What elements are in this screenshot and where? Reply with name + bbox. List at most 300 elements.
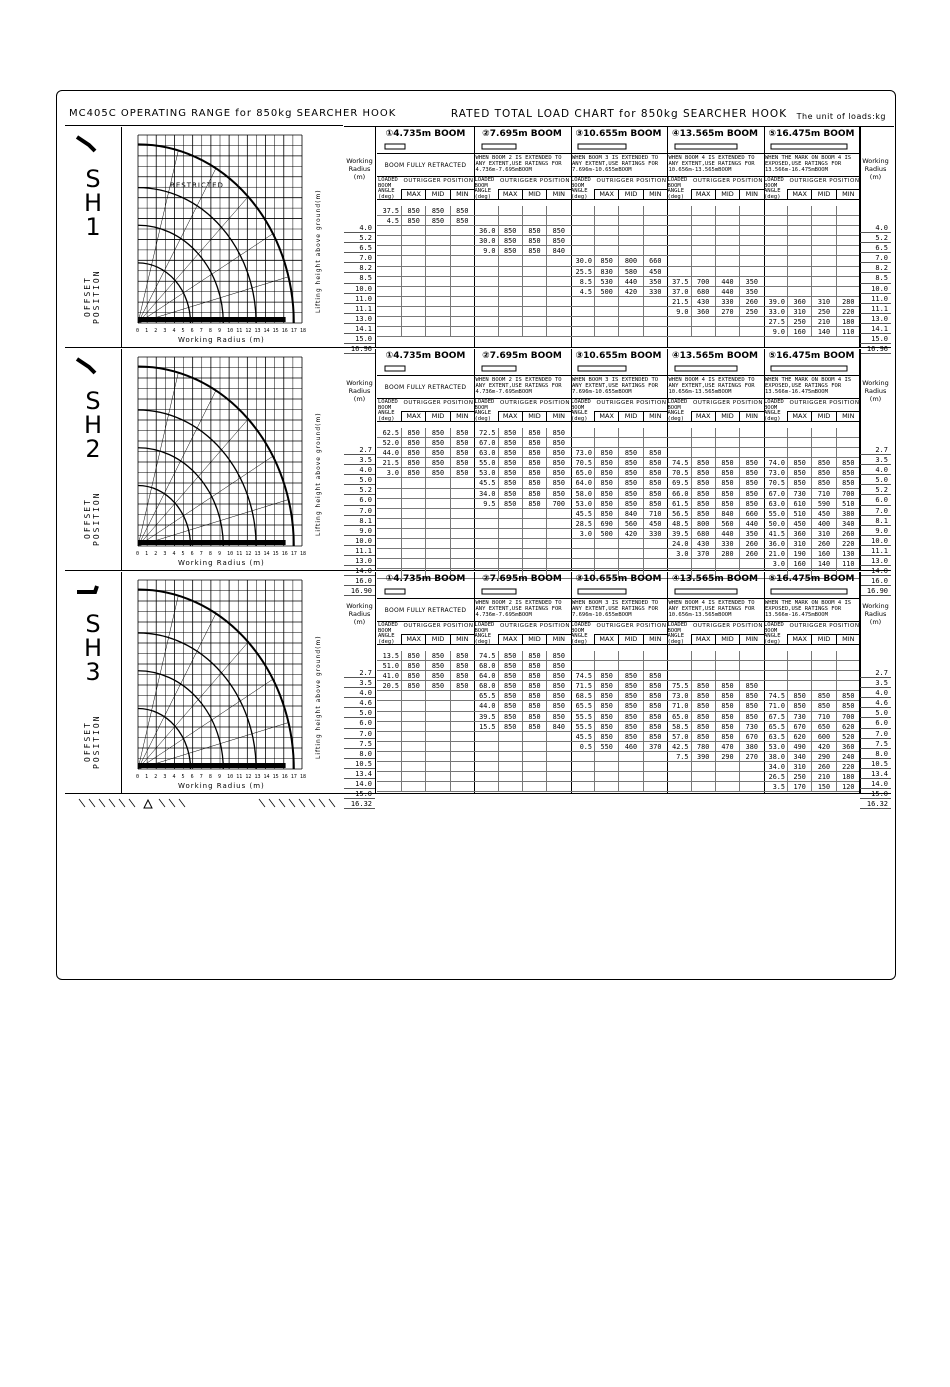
radius-cell: 14.1	[344, 324, 375, 334]
load-value: 850	[425, 468, 449, 477]
boom-angle	[763, 246, 787, 255]
load-value	[811, 287, 835, 296]
boom-angle: 9.0	[676, 307, 689, 316]
boom-offset-icon	[75, 355, 99, 375]
boom-angle	[570, 206, 594, 215]
radius-cell: 11.0	[860, 294, 891, 304]
radius-cell: 15.0	[344, 334, 375, 344]
outrigger-mid: MID	[715, 412, 739, 421]
working-radius-header: Working Radius (m)	[346, 157, 373, 181]
table-row	[570, 317, 667, 327]
table-row	[763, 752, 860, 762]
load-value: 850	[739, 499, 763, 508]
boom-angle	[474, 307, 498, 316]
load-value	[618, 539, 642, 548]
boom-angle	[474, 277, 498, 286]
table-row	[377, 277, 474, 287]
y-axis-label: Lifting height above ground(m)	[315, 412, 322, 536]
load-value: 850	[643, 681, 667, 690]
boom-note: WHEN BOOM 4 IS EXTENDED TO ANY EXTENT,USE RATINGS FOR 10.656m-13.565mBOOM	[667, 375, 764, 399]
radius-cell: 7.0	[344, 253, 375, 263]
boom-angle	[474, 529, 498, 538]
load-value	[643, 782, 667, 791]
load-value	[450, 712, 474, 721]
x-tick-label: 13	[254, 328, 261, 334]
x-tick-label: 10	[227, 774, 234, 780]
load-value: 850	[594, 478, 618, 487]
angle-header: LOADED BOOM ANGLE (deg)	[667, 622, 688, 645]
load-value: 850	[450, 216, 474, 225]
outrigger-mid: MID	[811, 190, 835, 199]
boom-angle: 58.0	[575, 489, 592, 498]
load-value	[450, 509, 474, 518]
boom-title: ①4.735m BOOM	[385, 351, 466, 361]
outrigger-subheaders	[401, 189, 474, 199]
outrigger-min: MIN	[739, 635, 763, 644]
load-value: 850	[546, 712, 570, 721]
load-value	[836, 287, 860, 296]
load-value	[691, 448, 715, 457]
load-value	[498, 307, 522, 316]
outrigger-min: MIN	[450, 635, 474, 644]
boom-angle	[474, 519, 498, 528]
table-row	[763, 712, 860, 722]
column-header	[763, 399, 860, 422]
load-value	[715, 661, 739, 670]
boom-angle	[474, 732, 498, 741]
table-row	[474, 509, 571, 519]
x-tick-label: 11	[236, 774, 243, 780]
table-row	[474, 307, 571, 317]
operating-range-graph	[122, 127, 343, 347]
table-row	[377, 559, 474, 569]
load-value	[450, 307, 474, 316]
table-row	[667, 661, 764, 671]
load-value	[836, 438, 860, 447]
boom-angle: 37.0	[672, 287, 689, 296]
load-value	[715, 428, 739, 437]
x-tick-label: 0	[136, 774, 140, 780]
load-value: 220	[836, 307, 860, 316]
load-rows	[667, 651, 764, 792]
load-value	[811, 256, 835, 265]
outrigger-mid: MID	[425, 635, 449, 644]
column-header	[474, 399, 571, 422]
boom-title: ②7.695m BOOM	[482, 351, 562, 361]
load-value	[715, 256, 739, 265]
load-value: 850	[787, 458, 811, 467]
boom-angle: 7.5	[676, 752, 689, 761]
section-sh3	[65, 572, 891, 809]
x-tick-label: 12	[245, 551, 252, 557]
boom-angle	[570, 216, 594, 225]
load-value	[546, 772, 570, 781]
boom-angle	[667, 317, 691, 326]
load-tables	[344, 349, 891, 596]
load-value	[498, 782, 522, 791]
boom-length-icon	[769, 586, 854, 598]
radius-cell: 8.1	[860, 516, 891, 526]
x-tick-label: 1	[145, 328, 149, 334]
radius-cell: 16.32	[860, 799, 891, 809]
table-row	[667, 256, 764, 266]
load-value	[450, 701, 474, 710]
boom-angle: 74.5	[575, 672, 592, 681]
load-value	[787, 216, 811, 225]
boom-title: ②7.695m BOOM	[482, 574, 562, 584]
table-row	[667, 499, 764, 509]
boom-angle: 3.0	[772, 560, 785, 569]
table-row	[570, 428, 667, 438]
boom-angle	[474, 762, 498, 771]
load-value	[594, 317, 618, 326]
load-value: 850	[715, 499, 739, 508]
load-value	[401, 246, 425, 255]
load-value: 850	[450, 458, 474, 467]
boom-angle: 53.0	[768, 742, 785, 751]
crane-base	[138, 317, 286, 322]
boom-angle: 64.0	[479, 672, 496, 681]
x-tick-label: 16	[281, 328, 288, 334]
load-value: 670	[739, 732, 763, 741]
load-value: 850	[401, 468, 425, 477]
load-value	[811, 438, 835, 447]
boom-offset-icon	[75, 133, 99, 153]
load-value	[787, 671, 811, 680]
load-value: 340	[787, 752, 811, 761]
load-value	[401, 317, 425, 326]
load-rows	[763, 651, 860, 792]
load-value	[546, 782, 570, 791]
load-value: 440	[715, 277, 739, 286]
boom-angle	[763, 428, 787, 437]
load-value	[715, 236, 739, 245]
load-rows	[667, 206, 764, 337]
load-value	[594, 236, 618, 245]
load-value: 850	[522, 448, 546, 457]
table-row	[763, 509, 860, 519]
table-row	[474, 256, 571, 266]
boom-length-icon	[673, 586, 758, 598]
table-row	[667, 772, 764, 782]
load-value	[691, 317, 715, 326]
table-row	[667, 246, 764, 256]
load-value	[425, 246, 449, 255]
table-row	[474, 529, 571, 539]
load-value: 160	[811, 549, 835, 558]
table-row	[570, 307, 667, 317]
load-value	[739, 762, 763, 771]
load-value	[618, 772, 642, 781]
boom-angle: 68.5	[575, 692, 592, 701]
boom-angle	[763, 661, 787, 670]
boom-angle	[763, 671, 787, 680]
table-row	[377, 651, 474, 661]
boom-angle	[377, 236, 401, 245]
load-value	[401, 256, 425, 265]
load-value	[715, 327, 739, 336]
load-value	[450, 297, 474, 306]
angle-line	[138, 168, 216, 323]
table-row	[377, 509, 474, 519]
load-value: 850	[522, 478, 546, 487]
load-value	[522, 539, 546, 548]
table-row	[377, 742, 474, 752]
load-value: 110	[836, 559, 860, 568]
table-row	[763, 236, 860, 246]
table-row	[474, 206, 571, 216]
load-value	[401, 712, 425, 721]
x-tick-label: 18	[300, 551, 307, 557]
load-value	[787, 428, 811, 437]
load-value	[643, 246, 667, 255]
boom-angle	[763, 256, 787, 265]
angle-line	[138, 456, 273, 546]
table-row	[474, 782, 571, 792]
table-row	[474, 539, 571, 549]
boom-angle: 36.0	[479, 227, 496, 236]
x-tick-label: 9	[218, 774, 222, 780]
load-value: 850	[522, 691, 546, 700]
load-value: 850	[691, 509, 715, 518]
table-row	[763, 327, 860, 337]
load-value: 690	[594, 519, 618, 528]
boom-title: ⑤16.475m BOOM	[768, 129, 855, 139]
boom-title: ⑤16.475m BOOM	[768, 351, 855, 361]
radius-cell: 13.4	[860, 769, 891, 779]
x-tick-label: 3	[163, 328, 167, 334]
radius-cell: 6.5	[344, 243, 375, 253]
load-value: 440	[715, 287, 739, 296]
load-value	[618, 428, 642, 437]
load-value: 710	[811, 712, 835, 721]
outrigger-header: OUTRIGGER POSITION	[403, 178, 474, 184]
load-value: 370	[643, 742, 667, 751]
boom-angle	[570, 317, 594, 326]
load-value: 850	[425, 671, 449, 680]
boom-angle: 67.0	[479, 439, 496, 448]
boom-angle: 39.5	[479, 712, 496, 721]
load-value	[715, 438, 739, 447]
table-row	[763, 519, 860, 529]
load-value	[546, 539, 570, 548]
boom-note: WHEN BOOM 4 IS EXTENDED TO ANY EXTENT,USE RATINGS FOR 10.656m-13.565mBOOM	[667, 153, 764, 177]
load-value	[450, 529, 474, 538]
load-value: 850	[715, 458, 739, 467]
boom-angle: 71.0	[768, 702, 785, 711]
load-value	[425, 226, 449, 235]
offset-icon-cell	[65, 127, 122, 347]
load-value	[401, 752, 425, 761]
load-value: 520	[836, 732, 860, 741]
column-header	[377, 177, 474, 200]
load-value	[836, 681, 860, 690]
load-value	[715, 559, 739, 568]
load-value: 850	[401, 671, 425, 680]
table-row	[474, 752, 571, 762]
table-row	[667, 712, 764, 722]
boom-table-4	[667, 349, 765, 570]
boom-note: WHEN BOOM 3 IS EXTENDED TO ANY EXTENT,USE RATINGS FOR 7.696m-10.655mBOOM	[570, 598, 667, 622]
load-value	[498, 327, 522, 336]
boom-table-5	[763, 572, 861, 793]
load-value	[643, 297, 667, 306]
load-value	[643, 317, 667, 326]
boom-angle	[474, 742, 498, 751]
boom-angle: 15.5	[479, 722, 496, 731]
table-row	[377, 267, 474, 277]
outrigger-subheaders	[691, 411, 764, 421]
load-value	[425, 772, 449, 781]
table-row	[474, 549, 571, 559]
boom-title: ⑤16.475m BOOM	[768, 574, 855, 584]
table-row	[667, 489, 764, 499]
radius-cell: 6.5	[860, 243, 891, 253]
load-value	[836, 246, 860, 255]
load-value: 850	[618, 458, 642, 467]
angle-line	[138, 614, 216, 769]
load-value	[836, 256, 860, 265]
outrigger-mid: MID	[618, 635, 642, 644]
range-diagram	[122, 127, 343, 347]
angle-header: LOADED BOOM ANGLE (deg)	[764, 177, 784, 200]
table-row	[667, 742, 764, 752]
working-radius-column-left	[344, 349, 376, 596]
load-value: 850	[546, 478, 570, 487]
load-value: 850	[836, 458, 860, 467]
load-value	[594, 651, 618, 660]
load-value	[836, 448, 860, 457]
table-row	[377, 458, 474, 468]
radius-cell: 11.0	[344, 294, 375, 304]
load-value: 850	[618, 691, 642, 700]
x-tick-label: 12	[245, 774, 252, 780]
load-value	[836, 267, 860, 276]
load-value	[594, 772, 618, 781]
load-value	[498, 519, 522, 528]
load-value: 850	[787, 468, 811, 477]
x-tick-label: 15	[272, 551, 279, 557]
angle-header: LOADED BOOM ANGLE (deg)	[764, 399, 784, 422]
boom-angle	[377, 287, 401, 296]
table-row	[570, 226, 667, 236]
boom-angle	[570, 539, 594, 548]
load-value: 840	[546, 246, 570, 255]
boom-angle	[667, 438, 691, 447]
load-value: 850	[618, 489, 642, 498]
outrigger-max: MAX	[498, 412, 522, 421]
load-value	[643, 549, 667, 558]
load-value	[498, 549, 522, 558]
load-value: 350	[739, 287, 763, 296]
boom-title: ④13.565m BOOM	[672, 574, 758, 584]
table-row	[763, 529, 860, 539]
boom-angle	[570, 327, 594, 336]
table-row	[474, 438, 571, 448]
column-header	[763, 177, 860, 200]
table-row	[474, 287, 571, 297]
table-row	[667, 509, 764, 519]
outrigger-mid: MID	[522, 635, 546, 644]
boom-angle	[667, 206, 691, 215]
boom-angle: 74.5	[672, 459, 689, 468]
load-value	[836, 236, 860, 245]
load-value: 850	[522, 468, 546, 477]
load-value: 850	[425, 458, 449, 467]
radius-cell: 4.0	[860, 465, 891, 475]
x-axis-label: Working Radius (m)	[178, 336, 265, 344]
radius-cell: 5.0	[344, 708, 375, 718]
load-value: 850	[546, 661, 570, 670]
load-value	[425, 529, 449, 538]
boom-angle: 48.5	[672, 519, 689, 528]
table-row	[667, 236, 764, 246]
load-value: 360	[836, 742, 860, 751]
operating-range-graph	[122, 572, 343, 793]
load-value	[546, 742, 570, 751]
load-value: 850	[401, 448, 425, 457]
boom-angle: 37.5	[672, 277, 689, 286]
table-row	[474, 671, 571, 681]
load-value	[739, 327, 763, 336]
outrigger-min: MIN	[643, 412, 667, 421]
x-tick-label: 6	[190, 328, 194, 334]
column-header	[667, 399, 764, 422]
load-value	[546, 317, 570, 326]
boom-angle: 61.5	[672, 499, 689, 508]
load-value	[498, 287, 522, 296]
outrigger-subheaders	[691, 189, 764, 199]
load-value	[594, 327, 618, 336]
outrigger-header: OUTRIGGER POSITION	[500, 623, 570, 629]
boom-angle	[474, 256, 498, 265]
outrigger-max: MAX	[594, 635, 618, 644]
table-row	[474, 712, 571, 722]
outrigger-subheaders	[498, 634, 571, 644]
load-value	[594, 782, 618, 791]
load-value	[715, 226, 739, 235]
load-value	[498, 732, 522, 741]
boom-angle	[570, 307, 594, 316]
load-value	[618, 438, 642, 447]
boom-angle	[667, 671, 691, 680]
outrigger-header: OUTRIGGER POSITION	[789, 178, 860, 184]
table-row	[474, 468, 571, 478]
table-row	[570, 549, 667, 559]
working-radius-values	[860, 223, 891, 354]
load-value: 850	[498, 226, 522, 235]
working-radius-values	[344, 223, 375, 354]
table-row	[763, 722, 860, 732]
boom-angle: 64.0	[575, 479, 592, 488]
table-row	[667, 206, 764, 216]
radius-cell: 8.2	[344, 263, 375, 273]
radius-cell: 7.0	[860, 506, 891, 516]
angle-line	[138, 391, 216, 546]
x-tick-label: 4	[172, 551, 176, 557]
load-value	[787, 206, 811, 215]
boom-angle	[377, 712, 401, 721]
load-value: 850	[811, 478, 835, 487]
load-value: 310	[787, 762, 811, 771]
load-value	[450, 732, 474, 741]
boom-length-icon	[673, 363, 758, 375]
outrigger-max: MAX	[498, 190, 522, 199]
load-value: 850	[594, 509, 618, 518]
outrigger-header: OUTRIGGER POSITION	[789, 400, 860, 406]
outrigger-min: MIN	[739, 412, 763, 421]
load-value	[618, 216, 642, 225]
